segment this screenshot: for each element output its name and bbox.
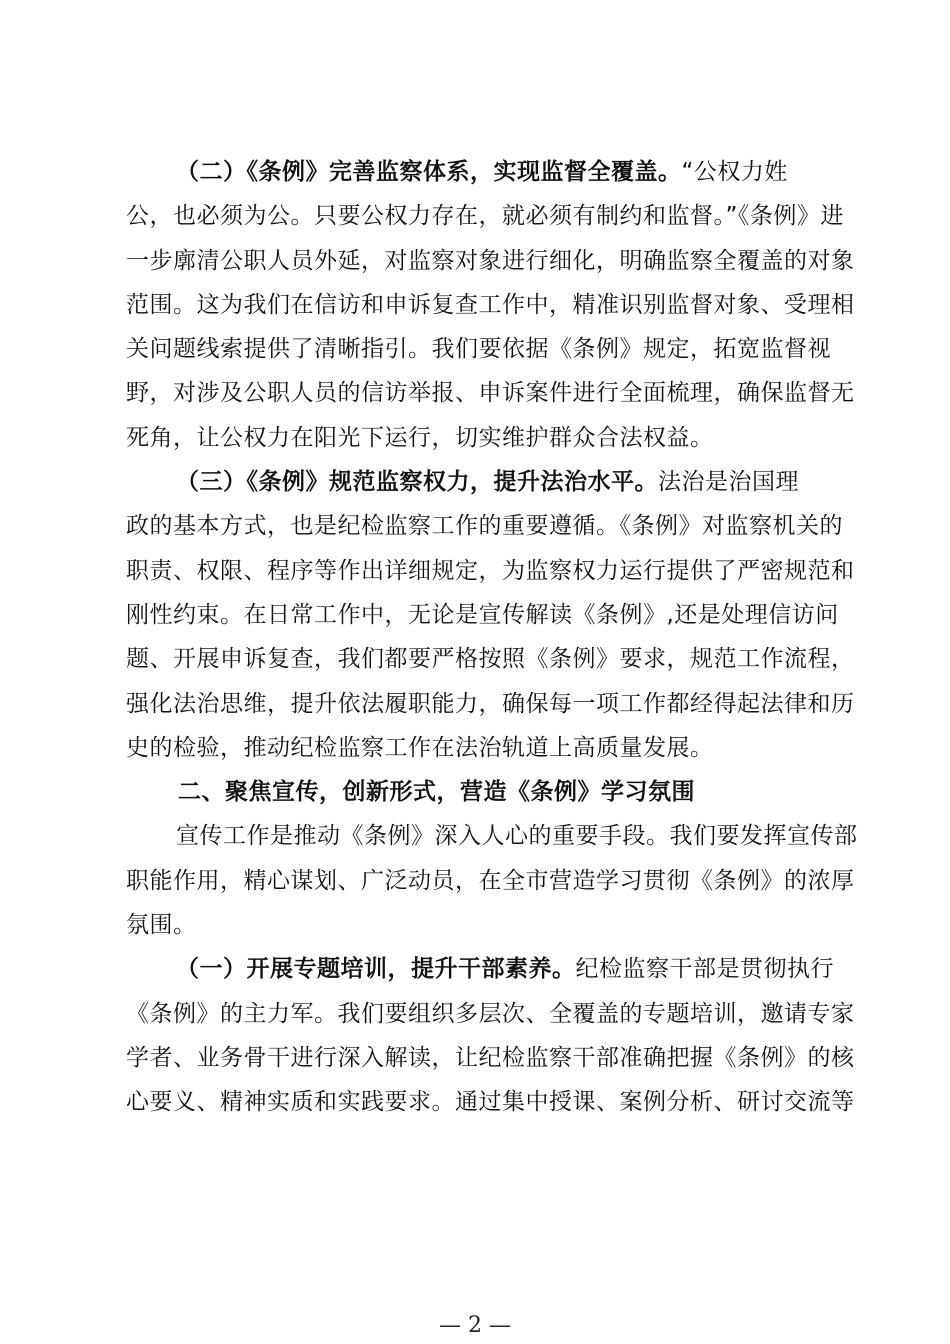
text-line: 一步廓清公职人员外延，对监察对象进行细化，明确监察全覆盖的对象 — [126, 247, 855, 274]
text-line — [126, 947, 834, 991]
text-line — [126, 150, 826, 194]
line-text: 纪检监察干部是贯彻执行 — [575, 956, 834, 983]
line-text: 法治是治国理 — [658, 469, 799, 496]
text-line: 心要义、精神实质和实践要求。通过集中授课、案例分析、研讨交流等 — [126, 1089, 855, 1116]
paragraph-2-3 — [126, 460, 855, 770]
text-line: 刚性约束。在日常工作中，无论是宣传解读《条例》,还是处理信访问 — [126, 601, 839, 628]
text-line: 史的检验，推动纪检监察工作在法治轨道上高质量发展。 — [126, 734, 714, 761]
paragraph-lead: （三）《条例》规范监察权力，提升法治水平。 — [176, 469, 658, 496]
body-text — [126, 150, 858, 1125]
text-line: 氛围。 — [126, 912, 197, 939]
text-line: 《条例》的主力军。我们要组织多层次、全覆盖的专题培训，邀请专家 — [126, 1000, 855, 1027]
text-line: 政的基本方式，也是纪检监察工作的重要遵循。《条例》对监察机关的 — [126, 513, 843, 540]
section-heading: 二、聚焦宣传，创新形式，营造《条例》学习氛围 — [178, 779, 695, 806]
page-number: — 2 — — [439, 1313, 511, 1338]
text-line: 野，对涉及公职人员的信访举报、申诉案件进行全面梳理，确保监督无 — [126, 380, 855, 407]
text-line: 职能作用，精心谋划、广泛动员，在全市营造学习贯彻《条例》的浓厚 — [126, 867, 855, 894]
text-line: 关问题线索提供了清晰指引。我们要依据《条例》规定，拓宽监督视 — [126, 336, 831, 363]
line-text: “公权力姓 — [681, 159, 788, 185]
paragraph-lead: （二）《条例》完善监察体系，实现监督全覆盖。 — [176, 159, 682, 185]
paragraph-2-2 — [126, 150, 855, 460]
paragraph-3-1 — [126, 947, 855, 1124]
text-line: 学者、业务骨干进行深入解读，让纪检监察干部准确把握《条例》的核 — [126, 1044, 855, 1071]
text-line — [126, 460, 826, 504]
text-line: 范围。这为我们在信访和申诉复查工作中，精准识别监督对象、受理相 — [126, 291, 855, 318]
text-line: 死角，让公权力在阳光下运行，切实维护群众合法权益。 — [126, 424, 714, 451]
text-line: 强化法治思维，提升依法履职能力，确保每一项工作都经得起法律和历 — [126, 690, 855, 717]
text-line: 题、开展申诉复查，我们都要严格按照《条例》要求，规范工作流程， — [126, 646, 855, 673]
text-line: 公，也必须为公。只要公权力存在，就必须有制约和监督。”《条例》进 — [126, 203, 844, 230]
paragraph-intro — [126, 814, 858, 947]
text-line: 职责、权限、程序等作出详细规定，为监察权力运行提供了严密规范和 — [126, 557, 855, 584]
text-line: 宣传工作是推动《条例》深入人心的重要手段。我们要发挥宣传部 — [176, 823, 858, 850]
paragraph-lead: （一）开展专题培训，提升干部素养。 — [176, 956, 576, 983]
